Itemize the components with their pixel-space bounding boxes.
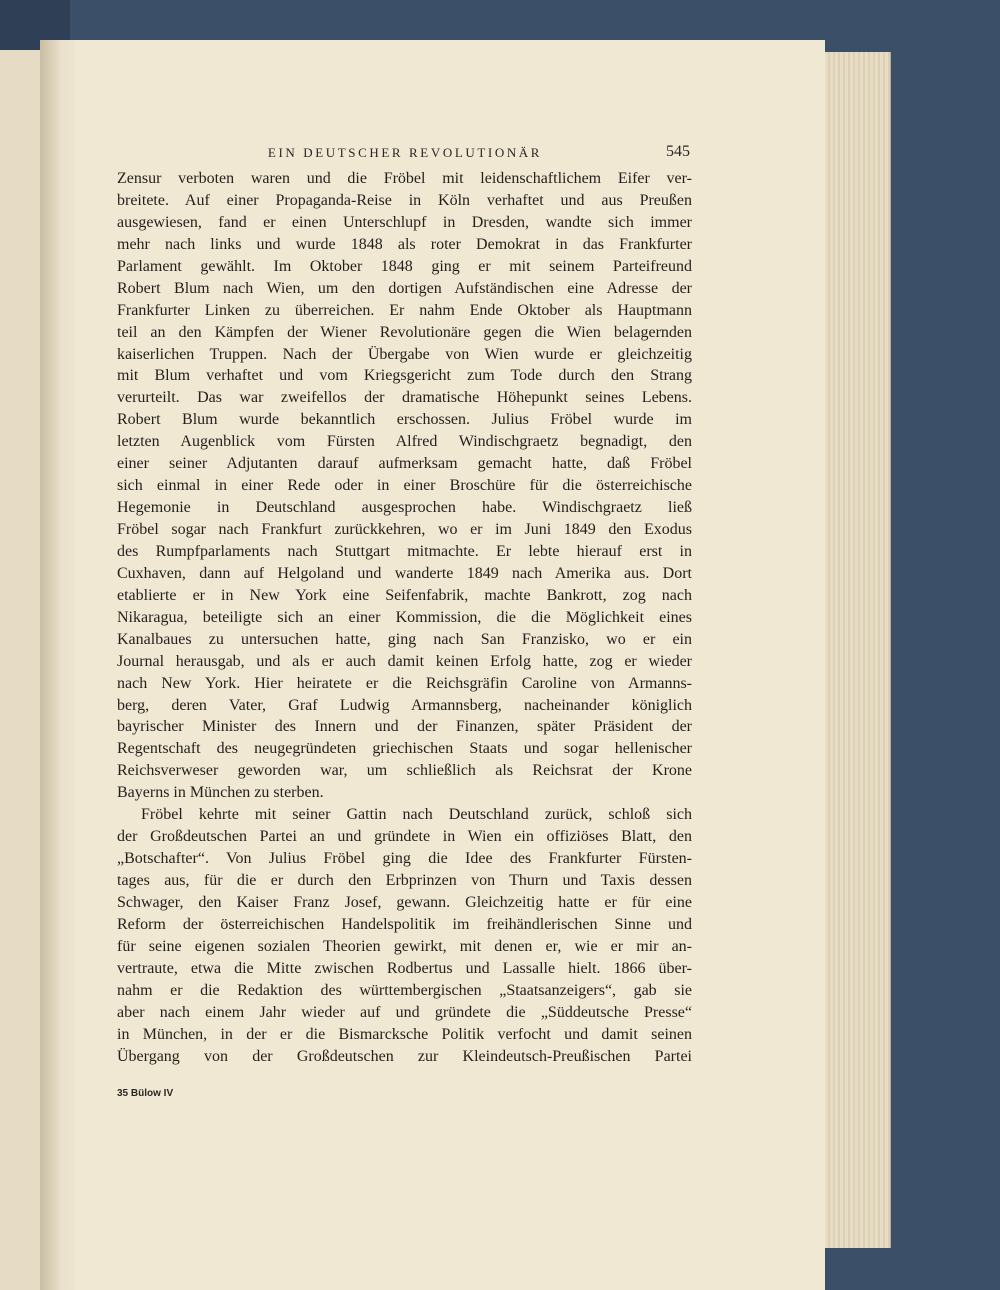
text-line: kaiserlichen Truppen. Nach der Übergabe von Wien wurde er gleichzeitig [117, 345, 692, 363]
text-line: breitete. Auf einer Propaganda-Reise in Köln verhaftet und aus Preußen [117, 191, 692, 209]
text-line: des Rumpfparlaments nach Stuttgart mitmachte. Er lebte hierauf erst in [117, 542, 692, 560]
text-line: sich einmal in einer Rede oder in einer Broschüre für die österreichische [117, 477, 692, 495]
text-line: etablierte er in New York eine Seifenfabrik, machte Bankrott, zog nach [117, 586, 692, 604]
text-line: Parlament gewählt. Im Oktober 1848 ging er mit seinem Parteifreund [117, 257, 692, 275]
text-line: „Botschafter“. Von Julius Fröbel ging die Idee des Frankfurter Fürsten- [117, 850, 692, 868]
running-head [120, 145, 690, 165]
text-line: Zensur verboten waren und die Fröbel mit leidenschaftlichem Eifer ver- [117, 170, 692, 187]
text-line: teil an den Kämpfen der Wiener Revolutionäre gegen die Wien belagernden [117, 323, 692, 341]
text-line: Reform der österreichischen Handelspolitik im freihändlerischen Sinne und [117, 915, 692, 933]
text-line: aber nach einem Jahr wieder auf und gründete die „Süddeutsche Presse“ [117, 1003, 692, 1021]
text-line: Bayerns in München zu sterben. [117, 784, 324, 802]
text-line: Übergang von der Großdeutschen zur Kleindeutsch-Preußischen Partei [117, 1047, 692, 1065]
page-edges [815, 52, 891, 1248]
text-line: tages aus, für die er durch den Erbprinzen von Thurn und Taxis dessen [117, 872, 692, 889]
text-line: Hegemonie in Deutschland ausgesprochen habe. Windischgraetz ließ [117, 499, 692, 517]
text-line: Nikaragua, beteiligte sich an einer Kommission, die die Möglichkeit eines [117, 608, 692, 626]
signature-mark: 35 Bülow IV [117, 1088, 174, 1099]
running-title: EIN DEUTSCHER REVOLUTIONÄR [267, 145, 543, 160]
text-line: Robert Blum wurde bekanntlich erschossen. Julius Fröbel wurde im [117, 411, 692, 429]
text-line: berg, deren Vater, Graf Ludwig Armannsberg, nacheinander königlich [117, 696, 692, 714]
text-line: bayrischer Minister des Innern und der Finanzen, später Präsident der [117, 718, 692, 736]
text-line: mit Blum verhaftet und vom Kriegsgericht zum Tode durch den Strang [117, 367, 692, 385]
text-line: Kanalbaues zu untersuchen hatte, ging nach San Franzisko, wo er ein [117, 630, 692, 648]
text-line: mehr nach links und wurde 1848 als roter Demokrat in das Frankfurter [117, 235, 692, 253]
body-text [117, 168, 692, 1067]
text-line: der Großdeutschen Partei an und gründete in Wien ein offiziöses Blatt, den [117, 828, 692, 846]
text-line: nahm er die Redaktion des württembergischen „Staatsanzeigers“, gab sie [117, 981, 692, 999]
book-gutter [40, 40, 75, 1290]
text-line: Robert Blum nach Wien, um den dortigen Aufständischen eine Adresse der [117, 279, 692, 297]
text-line: Frankfurter Linken zu überreichen. Er nahm Ende Oktober als Hauptmann [117, 301, 692, 319]
text-line: Journal herausgab, und als er auch damit keinen Erfolg hatte, zog er wieder [117, 652, 692, 670]
text-line: Fröbel sogar nach Frankfurt zurückkehren, wo er im Juni 1849 den Exodus [117, 521, 692, 538]
text-line: ausgewiesen, fand er einen Unterschlupf in Dresden, wandte sich immer [117, 213, 692, 231]
text-line: vertraute, etwa die Mitte zwischen Rodbertus und Lassalle hielt. 1866 über- [117, 959, 692, 977]
text-line: einer seiner Adjutanten darauf aufmerksam gemacht hatte, daß Fröbel [117, 455, 692, 473]
text-line: verurteilt. Das war zweifellos der dramatische Höhepunkt seines Lebens. [117, 389, 692, 407]
text-line: für seine eigenen sozialen Theorien gewirkt, mit denen er, wie er mir an- [117, 937, 692, 955]
text-line: Fröbel kehrte mit seiner Gattin nach Deutschland zurück, schloß sich [141, 806, 692, 824]
text-line: Cuxhaven, dann auf Helgoland und wanderte 1849 nach Amerika aus. Dort [117, 564, 692, 582]
text-line: letzten Augenblick vom Fürsten Alfred Windischgraetz begnadigt, den [117, 433, 692, 451]
text-line: nach New York. Hier heiratete er die Reichsgräfin Caroline von Armanns- [117, 674, 692, 692]
text-line: Schwager, den Kaiser Franz Josef, gewann. Gleichzeitig hatte er für eine [117, 893, 692, 911]
text-line: Reichsverweser geworden war, um schließlich als Reichsrat der Krone [117, 762, 692, 780]
text-line: in München, in der er die Bismarcksche Politik verfocht und damit seinen [117, 1025, 692, 1043]
page-number: 545 [666, 143, 690, 160]
text-line: Regentschaft des neugegründeten griechischen Staats und sogar hellenischer [117, 740, 692, 758]
